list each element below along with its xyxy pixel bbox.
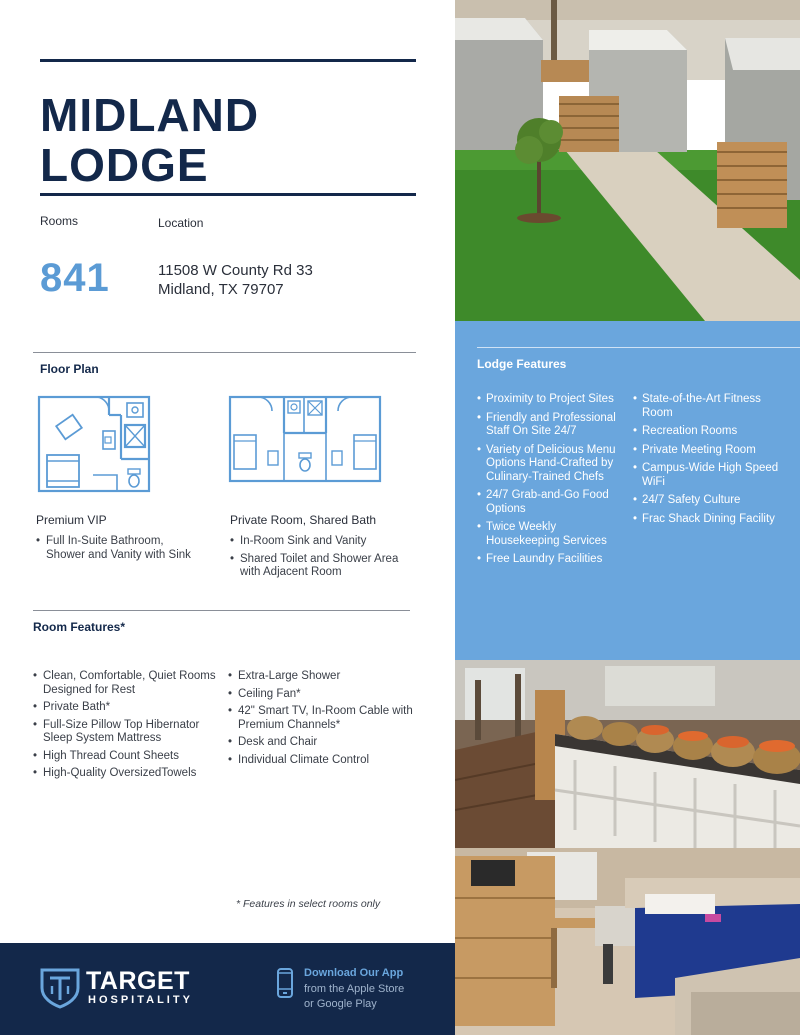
floor-plan-rule <box>33 352 416 353</box>
premium-vip-floor-plan <box>37 395 151 493</box>
list-item: • Variety of Delicious Menu Options Hand-Crafted by Culinary-Trained Chefs <box>477 444 629 485</box>
floor-plan-title: Floor Plan <box>40 362 99 376</box>
rooms-label: Rooms <box>40 214 79 228</box>
lodge-features-title: Lodge Features <box>477 357 567 371</box>
address <box>158 261 313 299</box>
room-features-title: Room Features* <box>33 620 126 634</box>
list-item: • Free Laundry Facilities <box>477 553 629 567</box>
page-title <box>40 90 259 190</box>
google-play-line: or Google Play <box>304 998 377 1010</box>
premium-vip-features <box>36 535 196 566</box>
list-item: • Ceiling Fan* <box>228 688 428 702</box>
list-item: • Twice Weekly Housekeeping Services <box>477 521 629 548</box>
list-item: • 24/7 Grab-and-Go Food Options <box>477 489 629 516</box>
dining-photo <box>455 660 800 848</box>
list-item: • Campus-Wide High Speed WiFi <box>633 462 785 489</box>
lodge-features-right <box>633 393 785 531</box>
private-room-name: Private Room, Shared Bath <box>230 513 377 527</box>
list-item: • Frac Shack Dining Facility <box>633 513 785 527</box>
list-item: • Desk and Chair <box>228 736 428 750</box>
list-item: • Proximity to Project Sites <box>477 393 629 407</box>
private-room-floor-plan <box>228 395 382 483</box>
footnote: * Features in select rooms only <box>236 898 381 910</box>
title-top-rule <box>40 59 416 62</box>
title-line-2: LODGE <box>40 139 209 191</box>
list-item: • Full In-Suite Bathroom, Shower and Vanity with Sink <box>36 535 196 562</box>
address-line-2: Midland, TX 79707 <box>158 281 284 298</box>
exterior-photo <box>455 0 800 321</box>
lodge-features-left <box>477 393 629 572</box>
app-store-line: from the Apple Store <box>304 983 405 995</box>
app-download-title[interactable]: Download Our App <box>304 967 404 979</box>
room-features-rule <box>33 610 410 611</box>
logo-main-text: TARGET <box>86 967 190 995</box>
logo-sub-text: HOSPITALITY <box>88 994 193 1006</box>
rooms-count: 841 <box>40 256 110 300</box>
address-line-1: 11508 W County Rd 33 <box>158 262 313 279</box>
list-item: • Friendly and Professional Staff On Site 24/7 <box>477 412 629 439</box>
list-item: • Extra-Large Shower <box>228 670 428 684</box>
title-bottom-rule <box>40 193 416 196</box>
room-features-left <box>33 670 223 785</box>
list-item: • 24/7 Safety Culture <box>633 494 785 508</box>
room-features-right <box>228 670 428 771</box>
phone-icon <box>276 967 294 1004</box>
list-item: • Shared Toilet and Shower Area with Adjacent Room <box>230 553 410 580</box>
location-label: Location <box>158 216 204 230</box>
list-item: • High Thread Count Sheets <box>33 750 223 764</box>
list-item: • State-of-the-Art Fitness Room <box>633 393 785 420</box>
list-item: • Full-Size Pillow Top Hibernator Sleep System Mattress <box>33 719 223 746</box>
bedroom-photo <box>455 848 800 1035</box>
title-line-1: MIDLAND <box>40 89 260 141</box>
list-item: • High-Quality OversizedTowels <box>33 767 223 781</box>
private-room-features <box>230 535 410 584</box>
list-item: • Clean, Comfortable, Quiet Rooms Designed for Rest <box>33 670 223 697</box>
target-logo-icon <box>38 966 82 1015</box>
lodge-features-panel <box>455 321 800 660</box>
list-item: • In-Room Sink and Vanity <box>230 535 410 549</box>
list-item: • Private Bath* <box>33 701 223 715</box>
list-item: • Recreation Rooms <box>633 425 785 439</box>
list-item: • Private Meeting Room <box>633 444 785 458</box>
list-item: • 42" Smart TV, In-Room Cable with Premium Channels* <box>228 705 428 732</box>
premium-vip-name: Premium VIP <box>36 513 107 527</box>
list-item: • Individual Climate Control <box>228 754 428 768</box>
lodge-features-rule <box>477 347 800 348</box>
